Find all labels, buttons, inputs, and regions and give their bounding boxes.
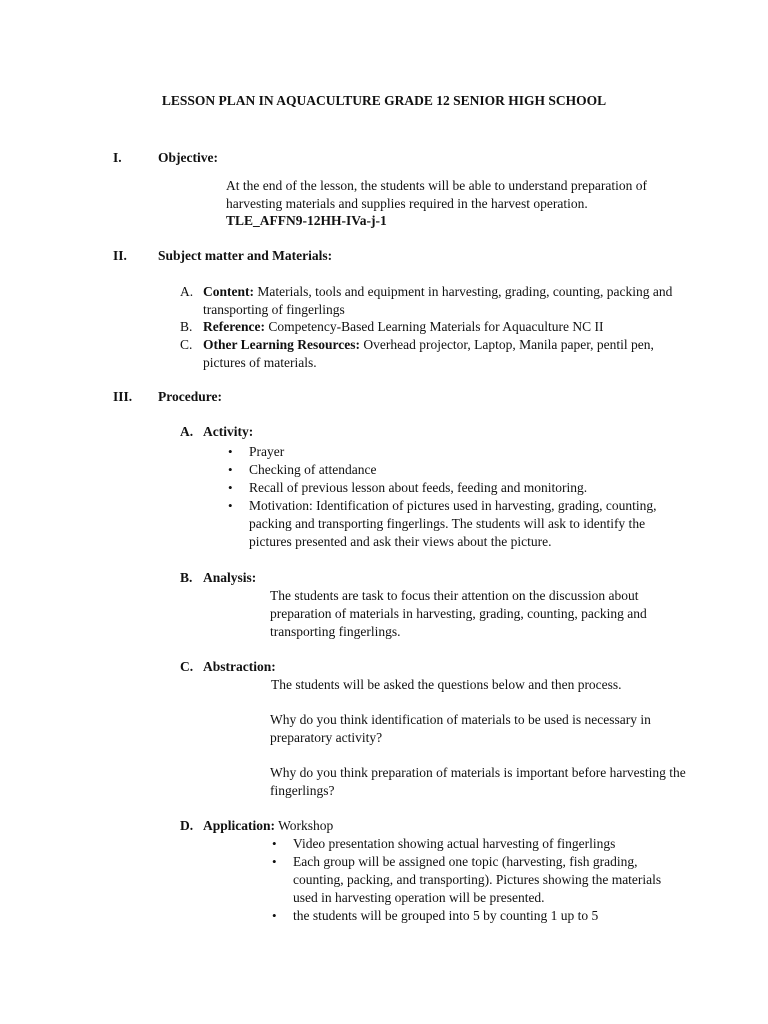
activity-list — [226, 443, 676, 551]
application-letter: D. — [180, 818, 194, 833]
application-heading — [180, 817, 333, 835]
abstraction-letter: C. — [180, 659, 194, 674]
analysis-heading — [180, 569, 256, 587]
item-label: Content: — [203, 284, 254, 299]
item-text: Competency-Based Learning Materials for Aquaculture NC II — [264, 319, 604, 334]
subject-item-letter: C. — [180, 337, 193, 352]
list-item: • Each group will be assigned one topic (harvesting, fish grading, counting, packing, and transporting). Pictures showing the materials used in harvesting operation will be presented. — [270, 853, 680, 907]
list-item: • Video presentation showing actual harvesting of fingerlings — [270, 835, 680, 853]
abstraction-question-1: Why do you think identification of materials to be used is necessary in preparatory activity? — [270, 712, 651, 745]
section-heading-subject: Subject matter and Materials: — [158, 248, 333, 263]
item-text: Overhead projector, Laptop, Manila paper, pentil pen, pictures of materials. — [203, 337, 654, 370]
document-title: LESSON PLAN IN AQUACULTURE GRADE 12 SENIOR HIGH SCHOOL — [161, 93, 607, 108]
section-heading-procedure: Procedure: — [158, 389, 222, 404]
subject-item-reference — [203, 318, 673, 336]
subject-item-letter: B. — [180, 319, 193, 334]
competency-code: TLE_AFFN9-12HH-IVa-j-1 — [226, 213, 387, 228]
list-item: • Motivation: Identification of pictures used in harvesting, grading, counting, packing and transporting fingerlings. The students will ask to identify the pictures presented and ask their views about the picture. — [226, 497, 676, 551]
abstraction-intro: The students will be asked the questions below and then process. — [271, 677, 622, 692]
subject-item-content — [203, 283, 673, 319]
activity-letter: A. — [180, 424, 194, 439]
application-suffix: Workshop — [275, 818, 334, 833]
analysis-letter: B. — [180, 570, 193, 585]
analysis-text: The students are task to focus their attention on the discussion about preparation of materials in harvesting, grading, counting, packing and transporting fingerlings. — [270, 588, 647, 639]
application-list — [270, 835, 680, 925]
section-number-objective: I. — [113, 150, 122, 165]
subject-item-resources — [203, 336, 673, 372]
item-text: Materials, tools and equipment in harvesting, grading, counting, packing and transporting of fingerlings — [203, 284, 673, 317]
list-item: • Prayer — [226, 443, 676, 461]
section-heading-objective: Objective: — [158, 150, 218, 165]
abstraction-label: Abstraction: — [203, 659, 276, 674]
list-item: • Checking of attendance — [226, 461, 676, 479]
list-item: • the students will be grouped into 5 by counting 1 up to 5 — [270, 907, 680, 925]
item-label: Other Learning Resources: — [203, 337, 360, 352]
list-item: • Recall of previous lesson about feeds, feeding and monitoring. — [226, 479, 676, 497]
subject-item-letter: A. — [180, 284, 194, 299]
section-number-procedure: III. — [113, 389, 133, 404]
objective-text: At the end of the lesson, the students will be able to understand preparation of harvesting materials and supplies required in the harvest operation. — [226, 178, 648, 211]
abstraction-heading — [180, 658, 276, 676]
section-number-subject: II. — [113, 248, 127, 263]
activity-heading — [180, 423, 253, 441]
application-label: Application: — [203, 818, 276, 833]
analysis-label: Analysis: — [203, 570, 257, 585]
activity-label: Activity: — [203, 424, 254, 439]
abstraction-question-2: Why do you think preparation of materials is important before harvesting the fingerlings? — [270, 765, 686, 798]
item-label: Reference: — [203, 319, 265, 334]
